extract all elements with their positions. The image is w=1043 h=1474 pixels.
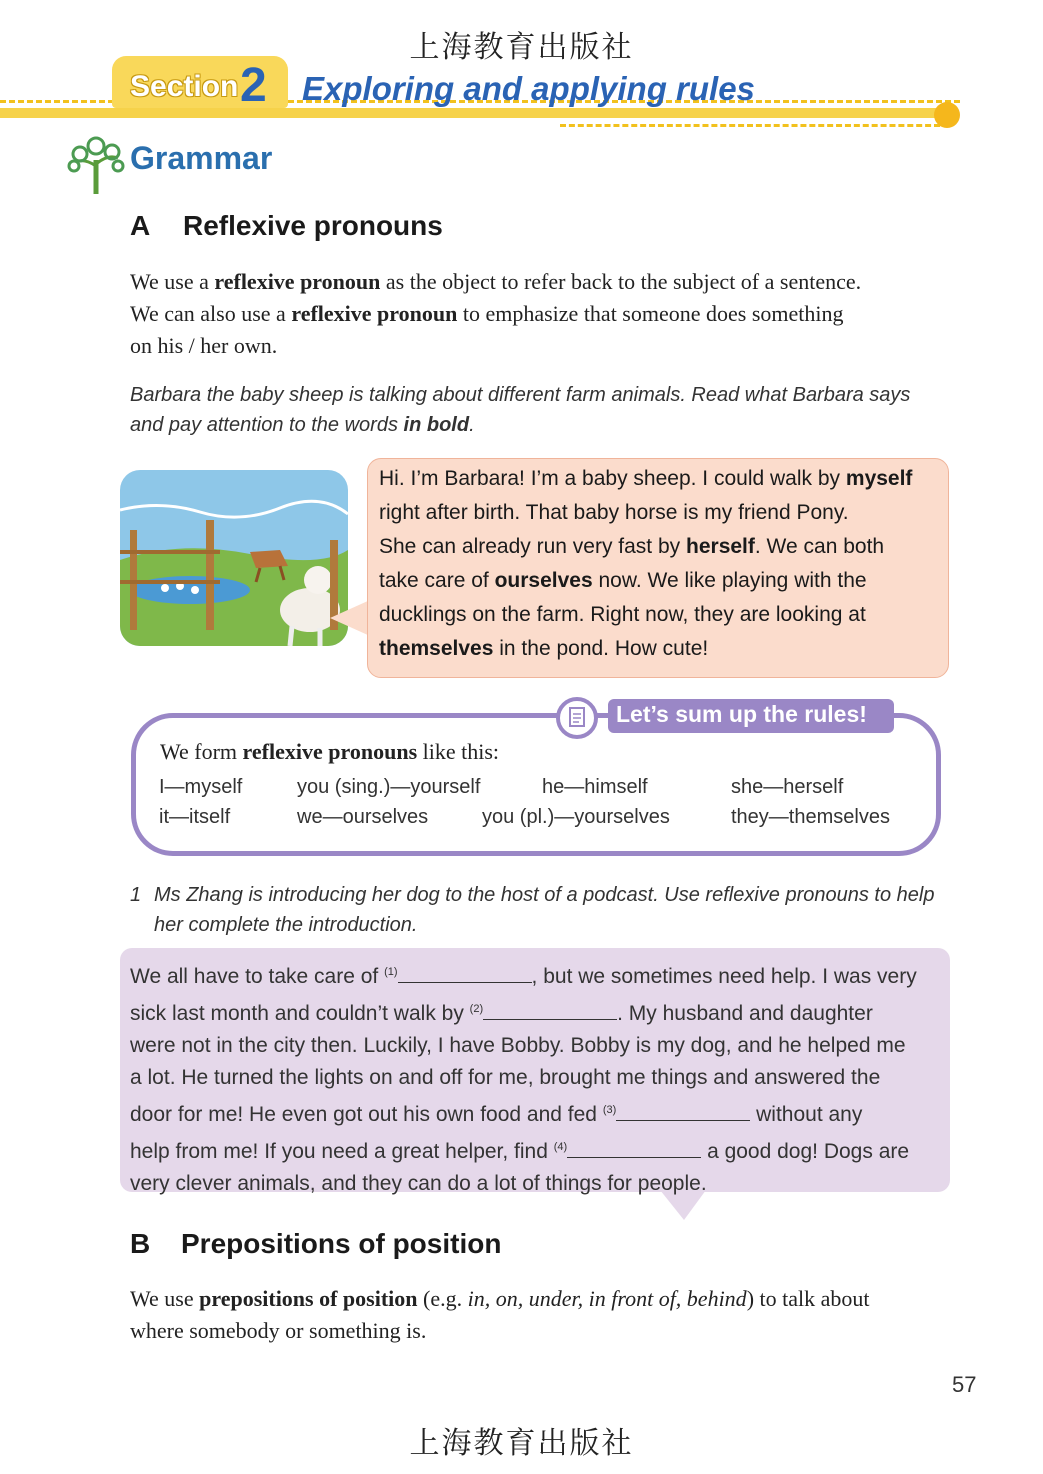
part-b-letter: B: [130, 1228, 151, 1259]
publisher-footer: 上海教育出版社: [409, 1426, 634, 1461]
section-title: Exploring and applying rules: [302, 70, 755, 107]
blank-4[interactable]: [567, 1139, 701, 1158]
blank-2[interactable]: [483, 1001, 617, 1020]
header-rule: [0, 108, 950, 118]
part-a-instruction: Barbara the baby sheep is talking about different farm animals. Read what Barbara says and pay attention to the words in bold.: [130, 384, 911, 436]
page-number: 57: [952, 1372, 977, 1397]
pair-herself: she—herself: [731, 776, 844, 798]
exercise-instruction: Ms Zhang is introducing her dog to the host of a podcast. Use reflexive pronouns to help her complete the introduction.: [154, 884, 935, 936]
exercise-passage: We all have to take care of $^{(1)}$ , but we sometimes need help. I was very sick last month and couldn’t walk by $^{(2)}$ . My husband and daughter were not in the city then. Luckily, I have Bobby. Bobby is my dog, and he helped me a lot. He turned the lights on and off for me, brought me things and answered the door for me! He even got out his own food and fed $^{(3)}$ without any help from me! If you need a great helper, find $^{(4)}$ a good dog! Dogs are very clever animals, and they can do a lot of things for people.: [130, 965, 917, 1195]
grammar-title: Grammar: [130, 140, 273, 176]
section-number: 2: [240, 59, 267, 112]
pair-yourself: you (sing.)—yourself: [297, 776, 481, 798]
speech-tail: [330, 600, 370, 636]
rules-tab-label: Let’s sum up the rules!: [616, 701, 867, 727]
pair-myself: I—myself: [159, 776, 243, 798]
blank-3[interactable]: [616, 1102, 750, 1121]
part-a-intro: We use a reflexive pronoun as the object to refer back to the subject of a sentence. We can also use a reflexive pronoun to emphasize that someone does something on his / her own.: [130, 269, 862, 358]
rules-lead: We form reflexive pronouns like this:: [160, 739, 500, 764]
header-dash-line-lower: [560, 124, 940, 127]
pair-itself: it—itself: [159, 806, 231, 828]
part-a-letter: A: [130, 210, 151, 241]
blank-1[interactable]: [398, 964, 532, 983]
part-b-title: Prepositions of position: [181, 1228, 502, 1259]
pair-himself: he—himself: [542, 776, 648, 798]
part-b-intro: We use prepositions of position (e.g. in, on, under, in front of, behind) to talk about where somebody or something is.: [130, 1286, 870, 1343]
section-word: Section: [130, 70, 239, 103]
header-dot: [934, 102, 960, 128]
pair-yourselves: you (pl.)—yourselves: [482, 806, 670, 828]
speech-text: Hi. I’m Barbara! I’m a baby sheep. I could walk by myself right after birth. That baby horse is my friend Pony. She can already run very fast by herself. We can both take care of ourselves now. We like playing with the ducklings on the farm. Right now, they are looking at themselves in the pond. How cute!: [379, 467, 913, 660]
farm-illustration: [120, 470, 348, 646]
tree-icon: [66, 130, 126, 196]
part-a-title: Reflexive pronouns: [183, 210, 443, 241]
pair-themselves: they—themselves: [731, 806, 890, 828]
pair-ourselves: we—ourselves: [297, 806, 429, 828]
publisher-header: 上海教育出版社: [409, 30, 634, 65]
notes-icon: [556, 697, 598, 739]
exercise-number: 1: [130, 884, 142, 906]
